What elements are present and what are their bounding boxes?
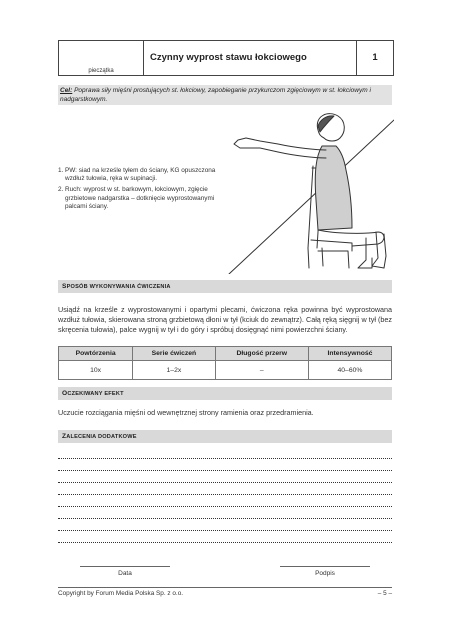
step-number: 2. bbox=[58, 186, 64, 194]
table-cell: 10x bbox=[59, 361, 133, 380]
section-rest: POSÓB WYKONYWANIA ĆWICZENIA bbox=[66, 284, 171, 290]
footer-divider bbox=[58, 587, 392, 588]
page-number: – 5 – bbox=[377, 590, 392, 597]
section-method-header bbox=[58, 280, 392, 293]
table-header: Powtórzenia bbox=[59, 347, 133, 361]
table-header-row bbox=[59, 347, 392, 361]
goal-label: Cel: bbox=[60, 87, 73, 94]
step-text: Ruch: wyprost w st. barkowym, łokciowym, zgięcie grzbietowe nadgarstka – dotknięcie wyprostowanymi palcami ściany. bbox=[65, 186, 215, 210]
section-rest: CZEKIWANY EFEKT bbox=[67, 391, 124, 397]
table-header: Serie ćwiczeń bbox=[133, 347, 215, 361]
section-initial: S bbox=[62, 283, 67, 290]
step-text: PW: siad na krześle tyłem do ściany, KG opuszczona wzdłuż tułowia, ręka w supinacji. bbox=[65, 167, 216, 183]
table-cell: 40–60% bbox=[308, 361, 391, 380]
copyright-text: Copyright by Forum Media Polska Sp. z o.o. bbox=[58, 590, 184, 597]
header-box bbox=[58, 40, 394, 76]
goal-box bbox=[58, 85, 392, 105]
step-item bbox=[58, 186, 228, 211]
goal-text: Poprawa siły mięśni prostujących st. łokciowy, zapobieganie przykurczom zgięciowym w st. łokciowym i nadgarstkowym. bbox=[60, 87, 371, 103]
section-recommendations-header bbox=[58, 430, 392, 443]
step-number: 1. bbox=[58, 167, 64, 174]
title-cell bbox=[144, 41, 357, 75]
writing-line[interactable] bbox=[58, 470, 392, 471]
writing-line[interactable] bbox=[58, 518, 392, 519]
section-initial: Z bbox=[62, 433, 67, 440]
writing-line[interactable] bbox=[58, 542, 392, 543]
writing-line[interactable] bbox=[58, 458, 392, 459]
table-header: Długość przerw bbox=[215, 347, 308, 361]
signature-label: Podpis bbox=[315, 570, 335, 577]
writing-line[interactable] bbox=[58, 506, 392, 507]
writing-line[interactable] bbox=[58, 530, 392, 531]
person-shirt bbox=[315, 146, 352, 230]
section-rest: ALECENIA DODATKOWE bbox=[66, 434, 137, 440]
stamp-cell bbox=[59, 41, 144, 75]
date-label: Data bbox=[118, 570, 132, 577]
exercise-number: 1 bbox=[372, 52, 378, 63]
person-leg bbox=[318, 230, 384, 246]
exercise-title: Czynny wyprost stawu łokciowego bbox=[150, 52, 307, 63]
stamp-label: pieczątka bbox=[88, 68, 114, 74]
signature-line[interactable] bbox=[280, 566, 370, 567]
section-initial: O bbox=[62, 390, 68, 397]
date-line[interactable] bbox=[80, 566, 170, 567]
chair-legs bbox=[308, 248, 349, 268]
parameters-table bbox=[58, 346, 392, 380]
table-cell: – bbox=[215, 361, 308, 380]
table-header: Intensywność bbox=[308, 347, 391, 361]
exercise-illustration bbox=[226, 108, 394, 274]
step-item bbox=[58, 167, 228, 183]
section-effect-header bbox=[58, 387, 392, 400]
exercise-steps bbox=[58, 167, 228, 214]
table-cell: 1–2x bbox=[133, 361, 215, 380]
writing-line[interactable] bbox=[58, 494, 392, 495]
method-text: Usiądź na krześle z wyprostowanymi i opartymi plecami, ćwiczona ręka powinna być wyprostowana wzdłuż tułowia, skierowana stroną grzbietową dłoni w tył (kciuk do zewnątrz). Całą ręką sięgnij w tył (bez skręcenia tułowia), palce wygnij w tył i do góry i spróbuj dosięgnąć nimi powierzchni ściany. bbox=[58, 305, 392, 334]
chair-back bbox=[308, 166, 313, 248]
effect-text: Uczucie rozciągania mięśni od wewnętrznej strony ramienia oraz przedramienia. bbox=[58, 408, 314, 417]
writing-line[interactable] bbox=[58, 482, 392, 483]
person-arm bbox=[246, 138, 326, 158]
table-row bbox=[59, 361, 392, 380]
